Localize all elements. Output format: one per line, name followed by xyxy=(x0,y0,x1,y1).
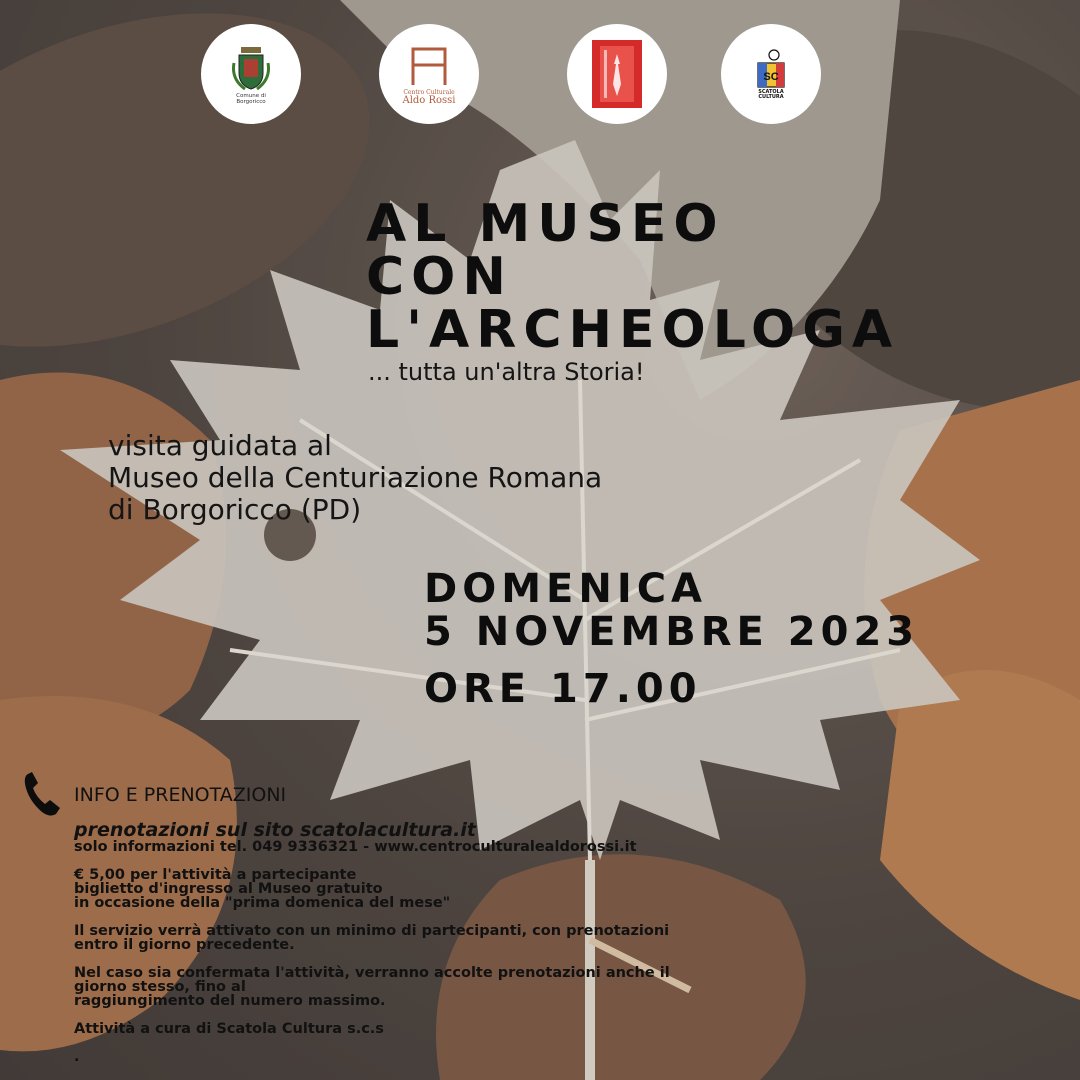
contacts-line: solo informazioni tel. 049 9336321 - www.centroculturalealdorossi.it xyxy=(74,839,637,855)
visit-line-3: di Borgoricco (PD) xyxy=(108,493,362,526)
scatola-cultura-logo xyxy=(721,24,821,124)
visit-line-1: visita guidata al xyxy=(108,429,332,462)
event-full-date: 5 NOVEMBRE 2023 xyxy=(424,609,920,655)
trailing-dot: . xyxy=(74,1049,80,1065)
service-line-2: entro il giorno precedente. xyxy=(74,937,295,953)
price-line-3: in occasione della "prima domenica del mese" xyxy=(74,895,451,911)
confirm-line-1: Nel caso sia confermata l'attività, verranno accolte prenotazioni anche il xyxy=(74,965,670,981)
aldo-rossi-mark-icon xyxy=(407,43,451,87)
aldo-rossi-small-text: Centro Culturale xyxy=(403,88,455,96)
event-subtitle: ... tutta un'altra Storia! xyxy=(368,358,645,386)
event-title xyxy=(366,194,900,360)
service-line-1: Il servizio verrà attivato con un minimo di partecipanti, con prenotazioni xyxy=(74,923,670,939)
title-line-1: AL MUSEO xyxy=(366,194,725,254)
comune-borgoricco-logo xyxy=(201,24,301,124)
event-day: DOMENICA xyxy=(424,566,708,612)
aldo-rossi-name: Aldo Rossi xyxy=(402,94,456,106)
confirm-line-3: raggiungimento del numero massimo. xyxy=(74,993,386,1009)
price-line-2: biglietto d'ingresso al Museo gratuito xyxy=(74,881,383,897)
museo-centuriazione-icon xyxy=(592,40,642,108)
visit-line-2: Museo della Centuriazione Romana xyxy=(108,461,603,494)
coat-of-arms-icon xyxy=(231,43,271,93)
info-heading: INFO E PRENOTAZIONI xyxy=(74,784,287,806)
event-date xyxy=(424,568,919,654)
comune-caption: Comune di Borgoricco xyxy=(236,93,266,105)
info-block xyxy=(74,820,774,1064)
visit-description xyxy=(108,430,602,526)
aldo-rossi-logo xyxy=(379,24,479,124)
scatola-caption: SCATOLA CULTURA xyxy=(758,88,784,100)
phone-icon xyxy=(22,770,62,818)
scatola-cultura-icon xyxy=(754,49,788,89)
booking-line: prenotazioni sul sito scatolacultura.it xyxy=(74,819,476,841)
title-line-3: L'ARCHEOLOGA xyxy=(366,300,900,360)
title-line-2: CON xyxy=(366,247,513,307)
event-time: ORE 17.00 xyxy=(424,666,702,712)
museo-logo xyxy=(567,24,667,124)
credit-line: Attività a cura di Scatola Cultura s.c.s xyxy=(74,1021,384,1037)
scatola-initials: SC xyxy=(763,70,779,83)
confirm-line-2: giorno stesso, fino al xyxy=(74,979,246,995)
price-line-1: € 5,00 per l'attività a partecipante xyxy=(74,867,357,883)
